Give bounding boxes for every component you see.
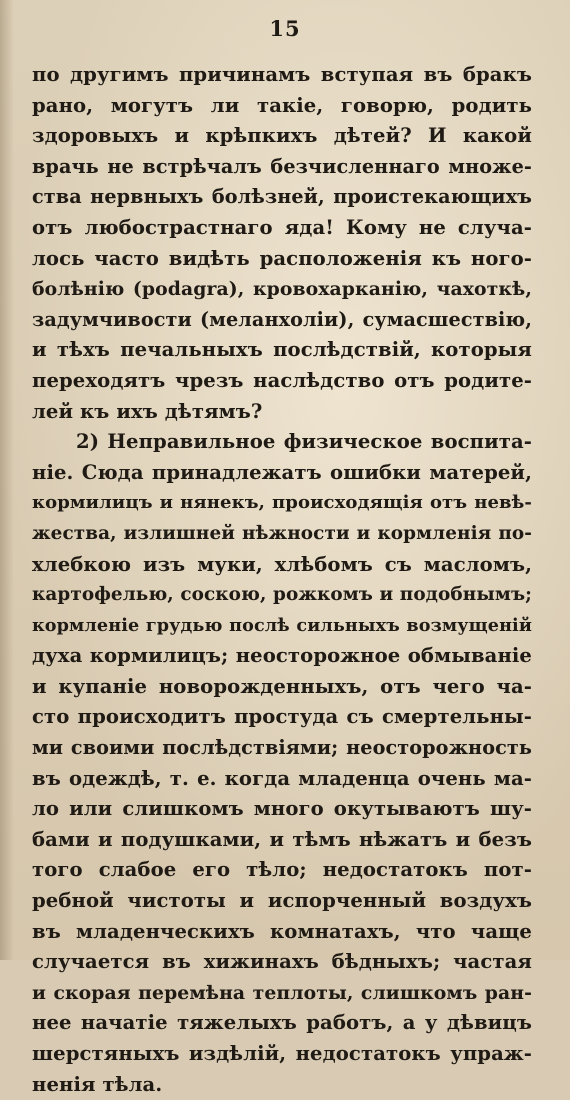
page-number: 15	[269, 16, 301, 41]
text-line: рано, могутъ ли такіе, говорю, родить	[32, 93, 532, 117]
text-line: кормленіе грудью послѣ сильныхъ возмущеній	[32, 614, 532, 636]
text-line: кормилицъ и нянекъ, происходящія отъ невѣ-	[32, 492, 532, 514]
text-line: бами и подушками, и тѣмъ нѣжатъ и безъ	[32, 827, 532, 851]
text-line: лей къ ихъ дѣтямъ?	[32, 399, 263, 423]
text-line: нее начатіе тяжелыхъ работъ, а у дѣвицъ	[32, 1011, 532, 1035]
text-line: врачь не встрѣчалъ безчисленнаго множе-	[32, 154, 532, 178]
text-line: здоровыхъ и крѣпкихъ дѣтей? И какой	[32, 124, 532, 148]
section-heading-line: 2) Неправильное физическое воспита-	[76, 430, 532, 454]
body-text	[32, 60, 532, 1100]
text-line: хлебкою изъ муки, хлѣбомъ съ масломъ,	[32, 552, 532, 576]
text-line: ло или слишкомъ много окутываютъ шу-	[32, 797, 532, 821]
text-line: въ одеждѣ, т. е. когда младенца очень ма-	[32, 766, 532, 790]
text-line: болѣнію (podagra), кровохарканію, чахоткѣ,	[32, 278, 532, 301]
text-line: и тѣхъ печальныхъ послѣдствій, которыя	[32, 338, 532, 362]
text-line: по другимъ причинамъ вступая въ бракъ	[32, 63, 532, 86]
text-line: жества, излишней нѣжности и кормленія по-	[32, 522, 532, 544]
text-line: отъ любострастнаго яда! Кому не случа-	[32, 215, 532, 239]
text-line: и скорая перемѣна теплоты, слишкомъ ран-	[32, 981, 532, 1004]
text-line: духа кормилицъ; неосторожное обмываніе	[32, 644, 532, 668]
text-line: и купаніе новорожденныхъ, отъ чего ча-	[32, 674, 532, 698]
text-line: ми своими послѣдствіями; неосторожность	[32, 736, 532, 760]
text-line: ства нервныхъ болѣзней, проистекающихъ	[32, 185, 532, 209]
text-line: сто происходитъ простуда съ смертельны-	[32, 705, 532, 729]
text-line: ребной чистоты и испорченный воздухъ	[32, 889, 532, 913]
text-line: въ младенческихъ комнатахъ, что чаще	[32, 919, 532, 943]
text-line: задумчивости (меланхоліи), сумасшествію,	[32, 307, 532, 331]
text-line: шерстяныхъ издѣлій, недостатокъ упраж-	[32, 1042, 532, 1065]
page-edge-shadow	[0, 0, 14, 960]
text-line: лось часто видѣть расположенія къ ного-	[32, 246, 532, 270]
text-line: того слабое его тѣло; недостатокъ пот-	[32, 858, 532, 882]
text-line: ненія тѣла.	[32, 1072, 163, 1096]
text-line: случается въ хижинахъ бѣдныхъ; частая	[32, 950, 532, 974]
text-line: переходятъ чрезъ наслѣдство отъ родите-	[32, 368, 532, 392]
text-line: ніе. Сюда принадлежатъ ошибки матерей,	[32, 460, 532, 484]
text-line: картофелью, соскою, рожкомъ и подобнымъ;	[32, 584, 533, 606]
